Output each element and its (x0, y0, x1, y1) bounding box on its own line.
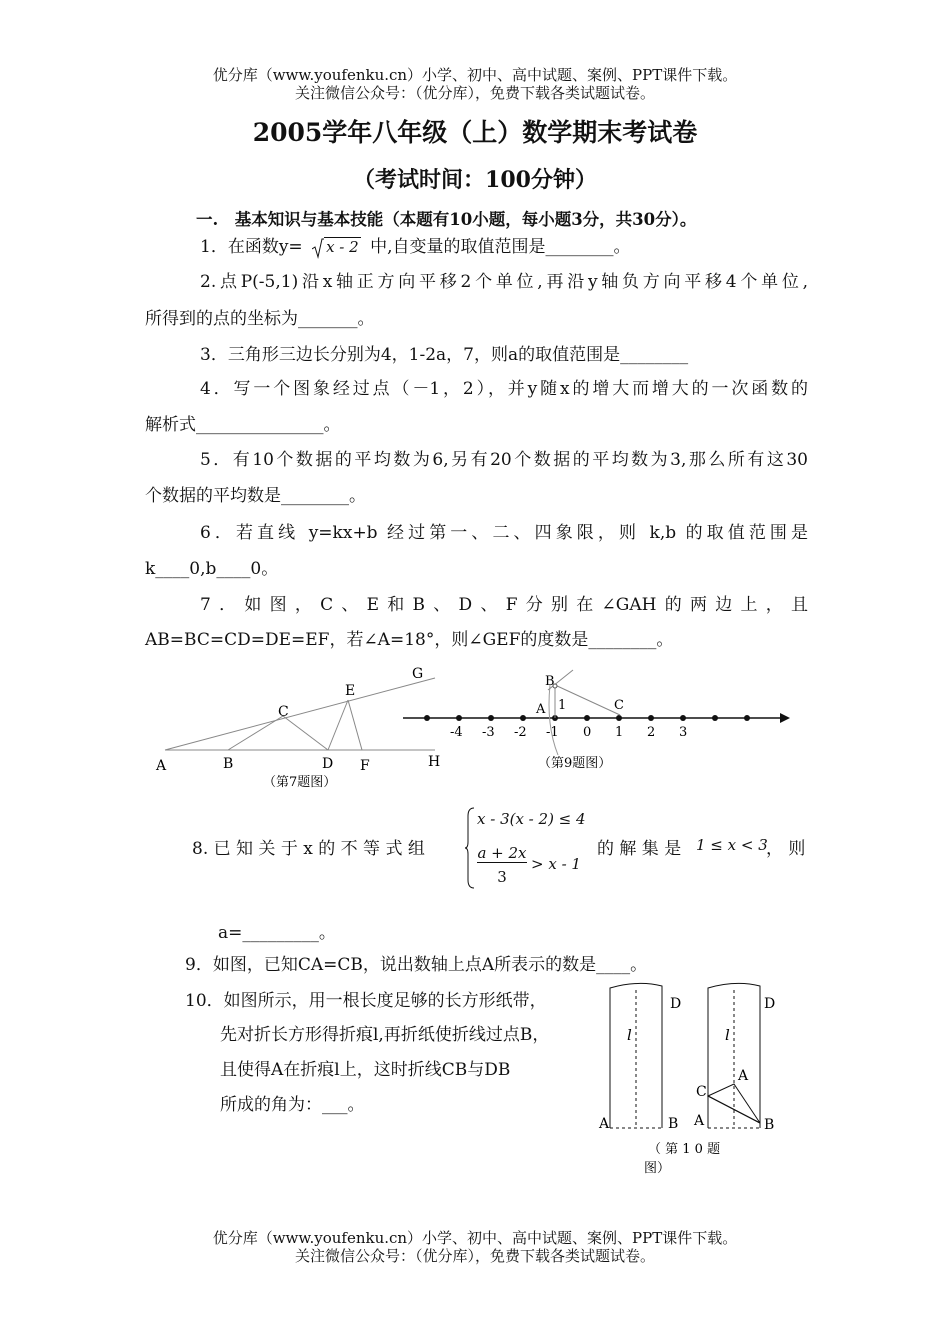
fig10-left-d: D (670, 996, 682, 1012)
fraction-denominator: 3 (497, 868, 507, 886)
figure-10 (598, 978, 788, 1178)
fig10-caption-line-2: 图） (644, 1161, 671, 1176)
fig10-right-d: D (764, 996, 776, 1012)
fig10-caption-line-1: （ 第 1 0 题 (648, 1142, 721, 1157)
page-subtitle: （考试时间：100分钟） (353, 167, 597, 193)
fig7-label-a: A (156, 758, 167, 774)
fig7-caption: （第7题图） (263, 775, 337, 790)
solution-set: 1 ≤ x < 3 (696, 836, 768, 854)
fraction-numerator: a + 2x (477, 844, 527, 862)
number-line-tick-labels (450, 725, 687, 740)
number-line-point (456, 715, 462, 721)
fig7-label-g: G (412, 666, 424, 682)
question-6-line-1: 6．若直线 y=kx+b 经过第一、二、四象限，则 k,b 的取值范围是 (200, 523, 808, 543)
header-line-2: 关注微信公众号：（优分库），免费下载各类试题试卷。 (294, 84, 655, 102)
fig10-right-c: C (696, 1084, 707, 1100)
number-line-point (584, 715, 590, 721)
segment-de (328, 700, 348, 750)
question-4-line-1: 4．写一个图象经过点（－1，2），并y随x的增大而增大的一次函数的 (200, 379, 808, 399)
number-line-point (712, 715, 718, 721)
question-10-line-4: 所成的角为：___。 (220, 1095, 365, 1115)
question-10-line-1: 10．如图所示，用一根长度足够的长方形纸带， (185, 991, 547, 1011)
number-line-point (744, 715, 750, 721)
inequality-2-rhs: > x - 1 (531, 855, 581, 873)
number-line-point (520, 715, 526, 721)
question-10-line-3: 且使得A在折痕l上，这时折线CB与DB (220, 1060, 511, 1080)
footer-line-1: 优分库（www.youfenku.cn）小学、初中、高中试题、案例、PPT课件下载。 (212, 1229, 738, 1247)
question-8-intro: 8. 已 知 关 于 x 的 不 等 式 组 (192, 839, 425, 859)
question-6-line-2: k____0,b____0。 (145, 559, 279, 579)
fig10-right-l: l (725, 1026, 730, 1044)
fig10-left-a: A (599, 1116, 610, 1132)
tick-label: 2 (647, 725, 656, 740)
question-7-line-2: AB=BC=CD=DE=EF，若∠A=18°，则∠GEF的度数是________。 (145, 630, 674, 650)
fig9-caption: （第9题图） (538, 756, 612, 771)
fig7-label-b: B (223, 756, 234, 772)
question-1 (200, 232, 631, 257)
segment-ef (348, 700, 362, 750)
tick-label: 1 (615, 725, 624, 740)
segment-bc (228, 716, 283, 750)
question-8-end: ， 则 (766, 839, 806, 859)
fig7-label-d: D (322, 756, 334, 772)
question-2-line-1: 2.点P(-5,1)沿x轴正方向平移2个单位,再沿y轴负方向平移4个单位, (200, 272, 808, 292)
question-7-line-1: 7．如图，C、E和B、D、F分别在∠GAH的两边上，且 (200, 595, 808, 615)
fig9-label-b: B (545, 674, 555, 689)
figure-9 (398, 665, 798, 780)
fig7-label-f: F (360, 758, 370, 774)
fig9-label-one: 1 (558, 698, 567, 713)
fig10-right-a-folded: A (738, 1068, 749, 1084)
fig10-left-l: l (627, 1026, 632, 1044)
fig7-label-e: E (345, 683, 356, 699)
inequality-1: x - 3(x - 2) ≤ 4 (477, 810, 586, 828)
question-9: 9．如图，已知CA=CB，说出数轴上点A所表示的数是____。 (185, 955, 648, 975)
fig10-right-b: B (764, 1117, 775, 1133)
question-8-line-2: a=_________。 (218, 923, 336, 943)
question-5-line-2: 个数据的平均数是________。 (145, 486, 366, 506)
question-10-line-2: 先对折长方形得折痕l,再折纸使折线过点B， (220, 1025, 550, 1045)
tick-label: -4 (450, 725, 463, 740)
segment-cd (283, 716, 328, 750)
question-5-line-1: 5．有10个数据的平均数为6,另有20个数据的平均数为3,那么所有这30 (200, 450, 808, 470)
tick-label: 0 (583, 725, 592, 740)
question-8-mid: 的 解 集 是 (597, 839, 682, 859)
fig10-left-b: B (668, 1116, 679, 1132)
q1-text-a: 1．在函数y= (200, 237, 303, 257)
question-4-line-2: 解析式_______________。 (145, 415, 341, 435)
tick-label: -3 (482, 725, 495, 740)
number-line-point (488, 715, 494, 721)
fig10-right-a: A (694, 1113, 705, 1129)
number-line-point (648, 715, 654, 721)
arrow-head-icon (780, 713, 790, 723)
q1-text-b: 中,自变量的取值范围是________。 (370, 237, 631, 257)
fig7-label-h: H (428, 754, 441, 770)
number-line-point (424, 715, 430, 721)
question-2-line-2: 所得到的点的坐标为_______。 (145, 309, 375, 329)
header-line-1: 优分库（www.youfenku.cn）小学、初中、高中试题、案例、PPT课件下载。 (212, 66, 738, 84)
sqrt-expression (312, 237, 361, 257)
fig9-label-a: A (536, 702, 546, 717)
ray-ag (165, 678, 435, 750)
footer-line-2: 关注微信公众号：（优分库），免费下载各类试题试卷。 (294, 1247, 655, 1265)
tick-label: -1 (546, 725, 559, 740)
tick-label: -2 (514, 725, 527, 740)
number-line-point (616, 715, 622, 721)
inequality-system (465, 806, 595, 890)
fig9-label-c: C (614, 698, 624, 713)
sqrt-sign-icon (312, 237, 324, 259)
section-heading: 一. 基本知识与基本技能（本题有10小题，每小题3分，共30分）。 (196, 210, 697, 229)
tick-label: 3 (679, 725, 688, 740)
sqrt-radicand: x - 2 (326, 238, 359, 256)
page-title: 2005学年八年级（上）数学期末考试卷 (252, 118, 698, 147)
fig7-label-c: C (278, 704, 289, 720)
left-brace-icon (465, 806, 475, 890)
question-3: 3．三角形三边长分别为4，1-2a，7，则a的取值范围是________ (200, 345, 689, 365)
number-line-point (680, 715, 686, 721)
